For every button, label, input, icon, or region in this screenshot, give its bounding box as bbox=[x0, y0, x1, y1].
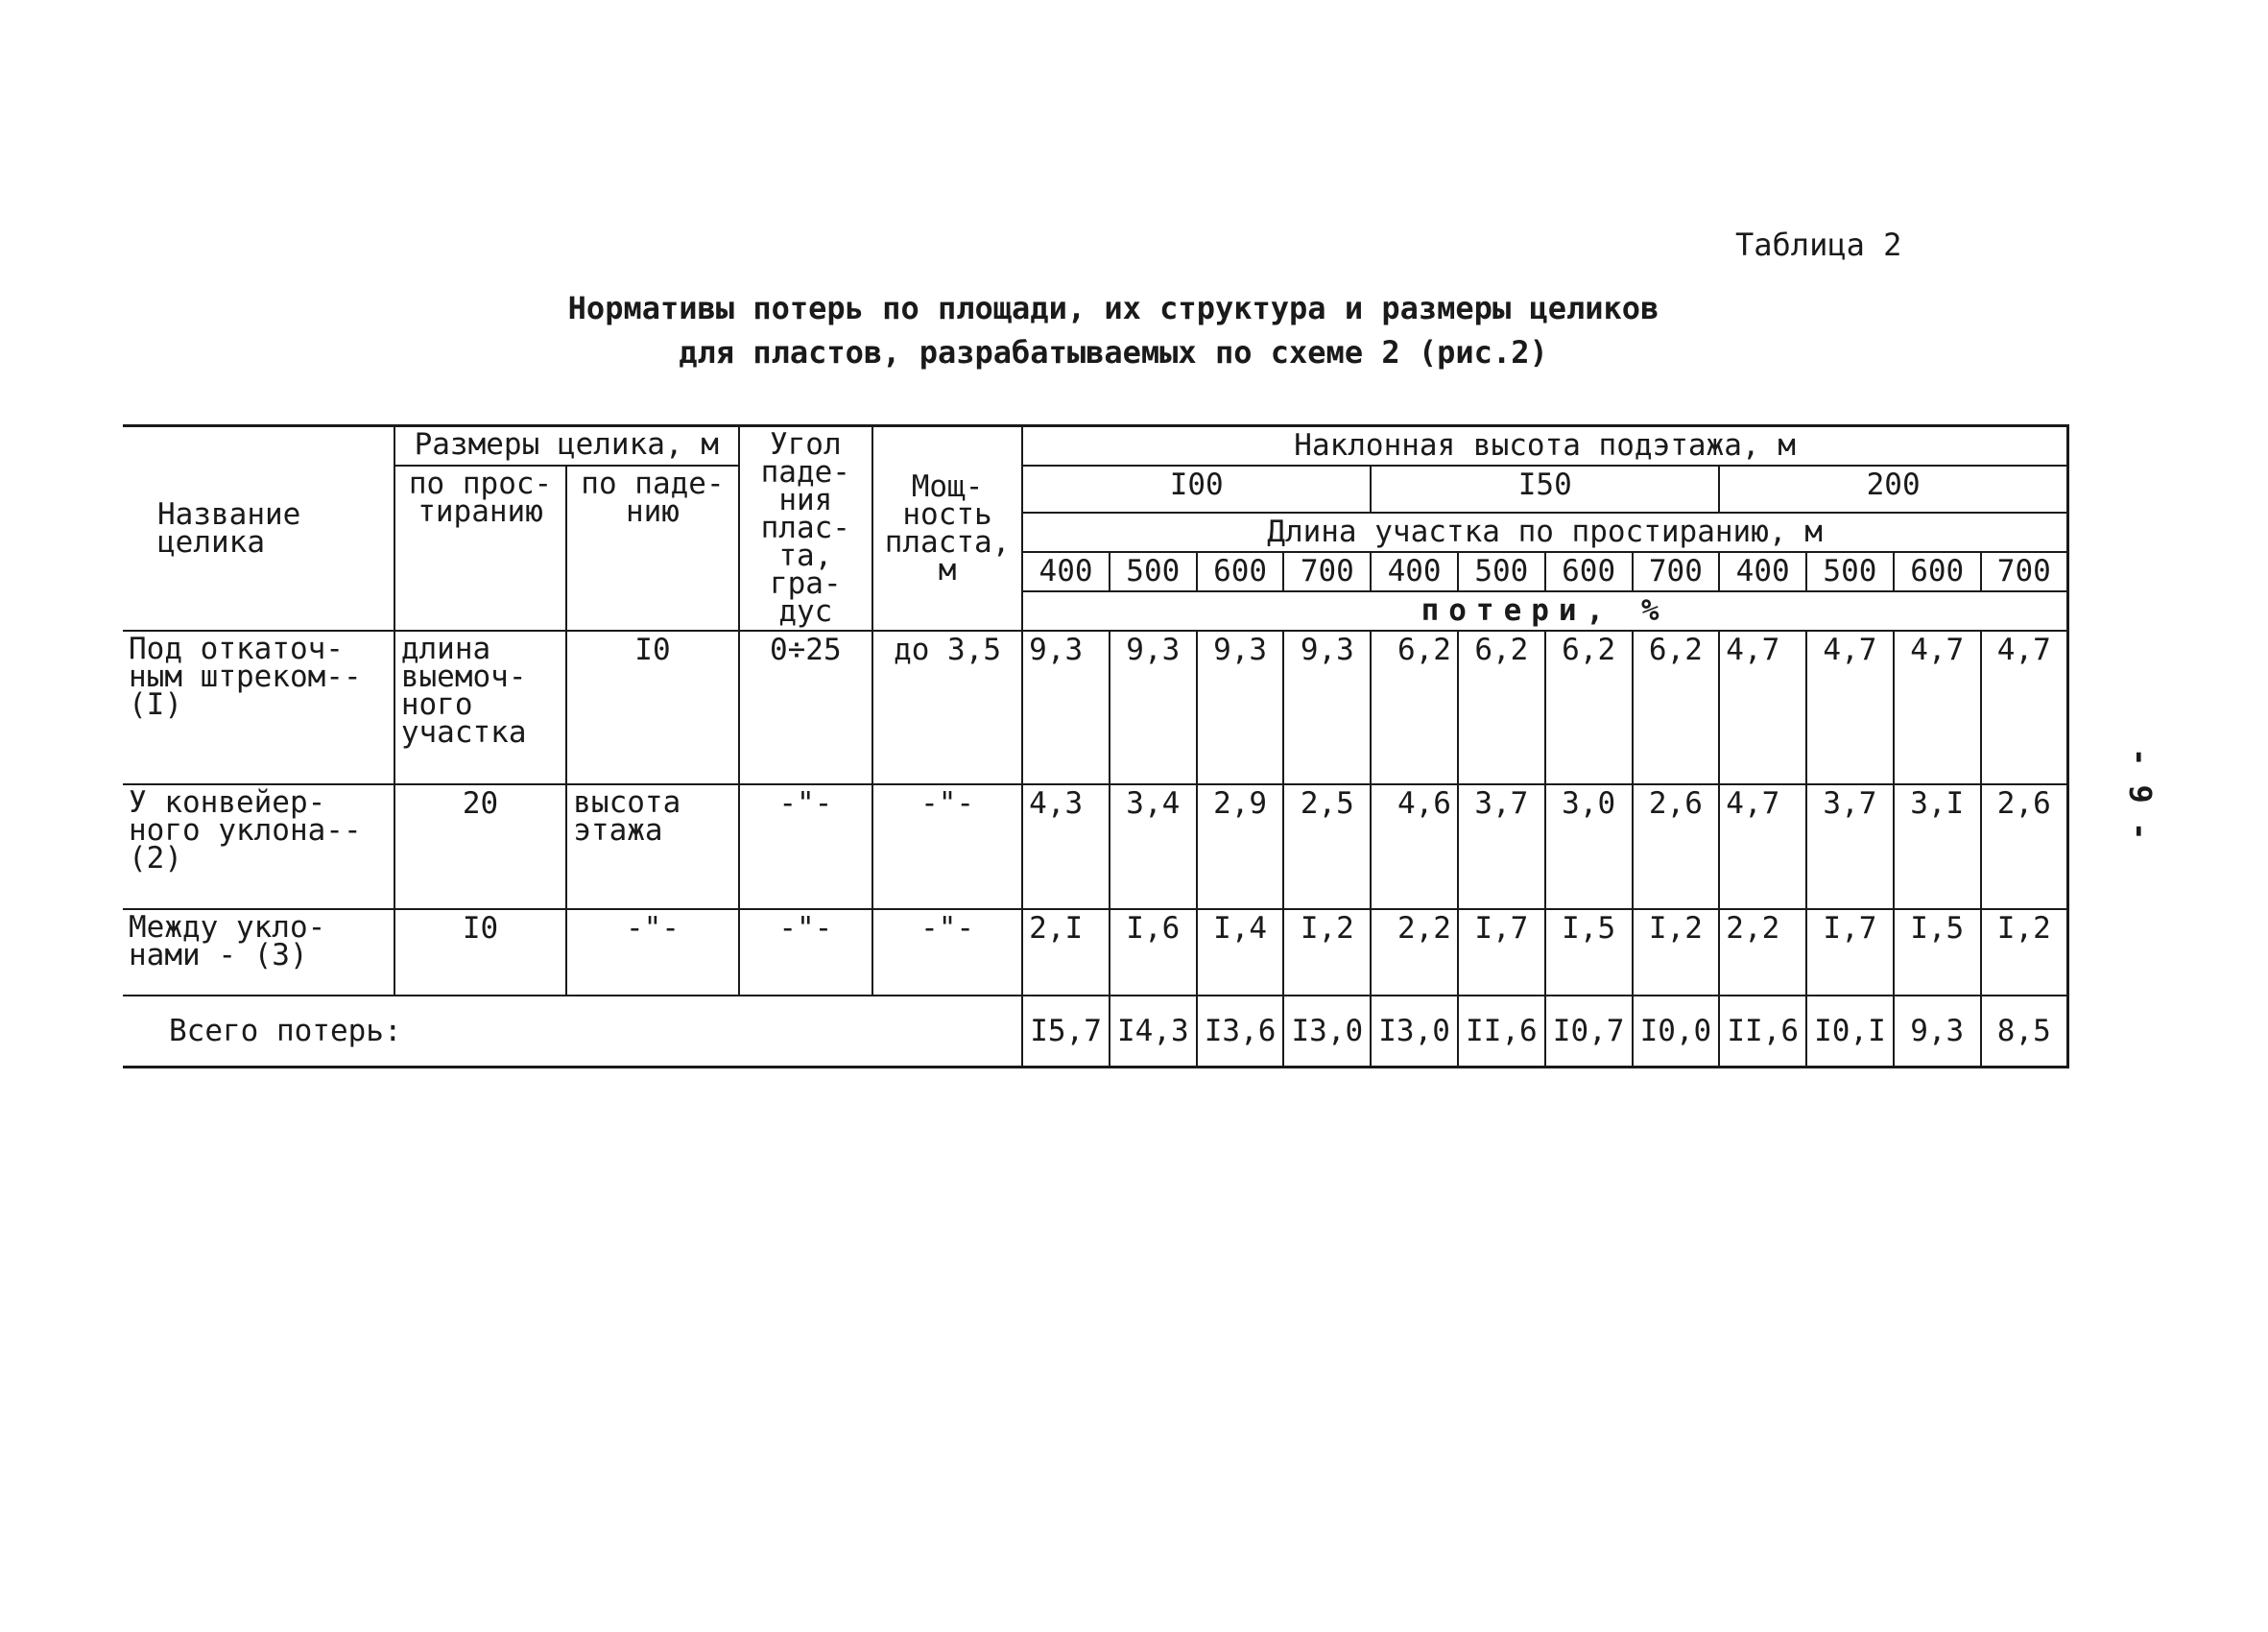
row-value: 2,2 bbox=[1719, 909, 1806, 996]
row-dip-angle: -"- bbox=[739, 909, 872, 996]
row-value: I,2 bbox=[1633, 909, 1720, 996]
row-value: 3,0 bbox=[1545, 784, 1633, 909]
row-pillar-name: У конвейер-ного уклона--(2) bbox=[123, 784, 394, 909]
header-length: 600 bbox=[1545, 552, 1633, 591]
table-title bbox=[442, 286, 1785, 374]
row-value: 6,2 bbox=[1545, 631, 1633, 784]
table-row bbox=[123, 631, 2068, 784]
row-value: 4,7 bbox=[1719, 631, 1806, 784]
header-row-2 bbox=[123, 466, 2068, 513]
row-value: 9,3 bbox=[1283, 631, 1371, 784]
header-along-strike: по прос-тиранию bbox=[394, 466, 566, 631]
row-value: I,2 bbox=[1981, 909, 2068, 996]
header-length: 700 bbox=[1283, 552, 1371, 591]
row-along-dip: высота этажа bbox=[566, 784, 738, 909]
row-value: I,6 bbox=[1110, 909, 1197, 996]
row-value: 2,5 bbox=[1283, 784, 1371, 909]
table-row bbox=[123, 909, 2068, 996]
header-length: 400 bbox=[1371, 552, 1458, 591]
row-value: I,4 bbox=[1197, 909, 1284, 996]
header-pillar-sizes: Размеры целика, м bbox=[394, 426, 739, 467]
row-value: 2,6 bbox=[1633, 784, 1720, 909]
header-along-dip: по паде-нию bbox=[566, 466, 738, 631]
row-along-dip: -"- bbox=[566, 909, 738, 996]
header-length: 600 bbox=[1197, 552, 1284, 591]
row-value: 2,2 bbox=[1371, 909, 1458, 996]
header-height-200: 200 bbox=[1719, 466, 2067, 513]
row-along-strike: 20 bbox=[394, 784, 566, 909]
header-section-length: Длина участка по простиранию, м bbox=[1022, 513, 2067, 552]
header-pillar-name: Название целика bbox=[123, 426, 394, 632]
total-value: 9,3 bbox=[1894, 996, 1981, 1068]
header-length: 500 bbox=[1110, 552, 1197, 591]
row-thickness: до 3,5 bbox=[872, 631, 1022, 784]
header-thickness: Мощ-ность пласта, м bbox=[872, 426, 1022, 632]
row-along-strike: I0 bbox=[394, 909, 566, 996]
row-thickness: -"- bbox=[872, 784, 1022, 909]
row-value: 4,7 bbox=[1981, 631, 2068, 784]
header-length: 600 bbox=[1894, 552, 1981, 591]
total-label: Всего потерь: bbox=[123, 996, 1022, 1068]
row-value: 2,I bbox=[1022, 909, 1110, 996]
row-value: 3,7 bbox=[1458, 784, 1545, 909]
row-dip-angle: 0÷25 bbox=[739, 631, 872, 784]
row-value: 3,7 bbox=[1806, 784, 1894, 909]
row-value: I,7 bbox=[1806, 909, 1894, 996]
title-line-1: Нормативы потерь по площади, их структура и размеры целиков bbox=[567, 290, 1659, 326]
total-value: 8,5 bbox=[1981, 996, 2068, 1068]
row-value: 4,7 bbox=[1719, 784, 1806, 909]
row-value: I,5 bbox=[1545, 909, 1633, 996]
row-value: 9,3 bbox=[1197, 631, 1284, 784]
title-line-2: для пластов, разрабатываемых по схеме 2 (рис.2) bbox=[679, 334, 1548, 371]
header-length: 700 bbox=[1981, 552, 2068, 591]
row-along-strike: длина выемоч-ного участка bbox=[394, 631, 566, 784]
table-number: Таблица 2 bbox=[1735, 227, 1902, 263]
row-value: I,5 bbox=[1894, 909, 1981, 996]
row-value: 9,3 bbox=[1110, 631, 1197, 784]
row-value: I,2 bbox=[1283, 909, 1371, 996]
total-value: II,6 bbox=[1719, 996, 1806, 1068]
row-value: 6,2 bbox=[1371, 631, 1458, 784]
row-value: 3,I bbox=[1894, 784, 1981, 909]
total-value: I0,7 bbox=[1545, 996, 1633, 1068]
total-value: I3,6 bbox=[1197, 996, 1284, 1068]
header-length: 500 bbox=[1806, 552, 1894, 591]
row-value: 3,4 bbox=[1110, 784, 1197, 909]
header-sublevel-height: Наклонная высота подэтажа, м bbox=[1022, 426, 2067, 467]
table-row bbox=[123, 784, 2068, 909]
row-dip-angle: -"- bbox=[739, 784, 872, 909]
header-length: 400 bbox=[1719, 552, 1806, 591]
header-length: 500 bbox=[1458, 552, 1545, 591]
row-along-dip: I0 bbox=[566, 631, 738, 784]
header-dip-angle: Угол паде-ния плас-та, гра-дус bbox=[739, 426, 872, 632]
total-value: II,6 bbox=[1458, 996, 1545, 1068]
total-value: I4,3 bbox=[1110, 996, 1197, 1068]
header-height-100: I00 bbox=[1022, 466, 1371, 513]
row-value: 2,9 bbox=[1197, 784, 1284, 909]
row-pillar-name: Под откаточ-ным штреком--(I) bbox=[123, 631, 394, 784]
header-length: 700 bbox=[1633, 552, 1720, 591]
row-value: 6,2 bbox=[1458, 631, 1545, 784]
row-value: 4,7 bbox=[1806, 631, 1894, 784]
total-value: I5,7 bbox=[1022, 996, 1110, 1068]
row-value: 2,6 bbox=[1981, 784, 2068, 909]
row-value: 9,3 bbox=[1022, 631, 1110, 784]
header-row-1 bbox=[123, 426, 2068, 467]
row-value: 4,7 bbox=[1894, 631, 1981, 784]
row-value: I,7 bbox=[1458, 909, 1545, 996]
total-value: I0,0 bbox=[1633, 996, 1720, 1068]
total-row bbox=[123, 996, 2068, 1068]
row-pillar-name: Между укло-нами - (3) bbox=[123, 909, 394, 996]
header-length: 400 bbox=[1022, 552, 1110, 591]
row-value: 4,3 bbox=[1022, 784, 1110, 909]
total-value: I3,0 bbox=[1371, 996, 1458, 1068]
header-losses: потери, % bbox=[1022, 591, 2067, 631]
total-value: I0,I bbox=[1806, 996, 1894, 1068]
row-value: 4,6 bbox=[1371, 784, 1458, 909]
page-number: - 9 - bbox=[2122, 748, 2159, 841]
total-value: I3,0 bbox=[1283, 996, 1371, 1068]
losses-table bbox=[123, 424, 2069, 1068]
row-thickness: -"- bbox=[872, 909, 1022, 996]
header-height-150: I50 bbox=[1371, 466, 1719, 513]
row-value: 6,2 bbox=[1633, 631, 1720, 784]
